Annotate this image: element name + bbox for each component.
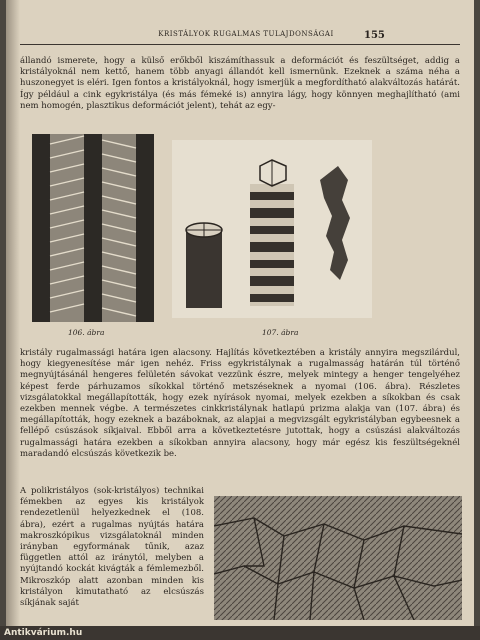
figure-106-image: [32, 134, 154, 322]
figure-107-caption: 107. ábra: [262, 328, 299, 337]
book-page: [6, 0, 474, 640]
figure-106-caption: 106. ábra: [68, 328, 105, 337]
figure-107-image: [172, 140, 372, 318]
paragraph-top: állandó ismerete, hogy a külső erőkből kiszámíthassuk a deformációt és feszültséget, addig a kristályoknál nem kettő, hanem több anyagi állandót kell ismernünk. Ezeknek a száma néha a huszonegyet is eléri. Igen fontos a kristályoknál, hogy ismerjük a megfordítható alakváltozás határát. Így például a cink egykristálya (és más fémeké is) annyira lágy, hogy könnyen meghajlítható (ami nem homogén, plasztikus deformációt jelent), tehát az egy-: [20, 56, 460, 111]
running-title: KRISTÁLYOK RUGALMAS TULAJDONSÁGAI: [158, 30, 334, 38]
header-rule: [20, 44, 460, 45]
paragraph-mid: kristály rugalmassági határa igen alacsony. Hajlítás következtében a kristály annyira megszilárdul, hogy kiegyenesítése már igen nehéz. Friss egykristálynak a rugalmasság határán túl történő megnyújtásánál hengeres felületén sávokat vezzünk észre, melyek mintegy a henger tengelyéhez képest ferde párhuzamos síkokkal történő metszéseknek a nyomai (106. ábra). Részletes vizsgálatokkal megállapították, hogy ezek nyírások nyomai, melyek ezekben a síkokban és csak ezekben mennek végbe. A természetes cinkkristálynak hatlapú prizma alakja van (107. ábra) és megállapították, hogy ezeknek a bazáboknak, az alapjai a megvizsgált egykristályban egybeesnek a fellépő csúszások síkjaival. Ebből arra a következtetésre jutottak, hogy a csúszási alakváltozás rugalmassági határa ezekben a síkokban annyira alacsony, hogy már egész kis feszültségeknél maradandó elcsúszás következik be.: [20, 348, 460, 459]
page-number: 155: [364, 30, 385, 41]
figure-108-image: [214, 496, 462, 620]
binding-gutter: [6, 0, 20, 640]
watermark: Antikvárium.hu: [4, 628, 83, 638]
paragraph-bottom: A polikristályos (sok-kristályos) technikai fémekben az egyes kis kristályok rendezetlenül helyezkednek el (108. ábra), ezért a rugalmas nyújtás határa makroszkópikus vizsgálatoknál minden irányban egyformának tűnik, azaz független attól az iránytól, melyben a nyújtandó kockát kivágták a fémlemezből. Mikroszkóp alatt azonban minden kis kristályon kimutatható az elcsúszás síkjának saját: [20, 486, 204, 609]
